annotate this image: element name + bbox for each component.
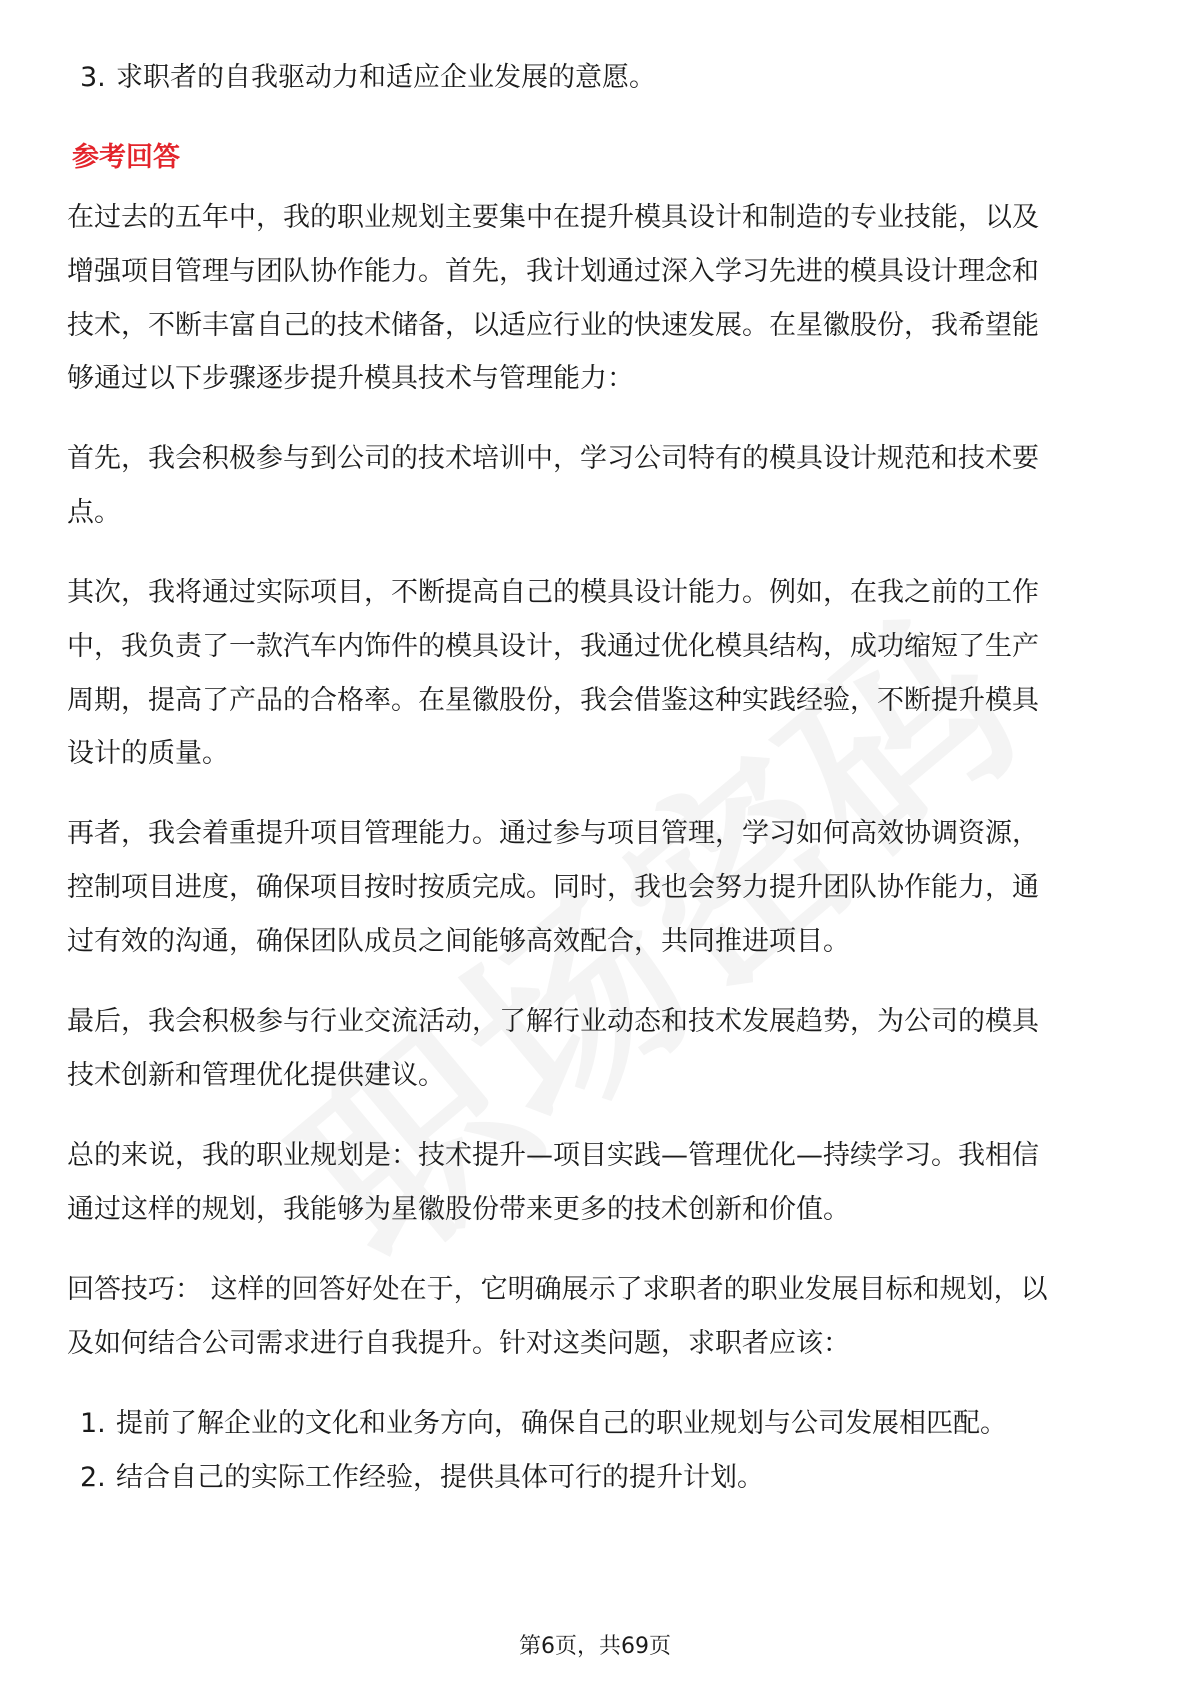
paragraph-line: 最后，我会积极参与行业交流活动，了解行业动态和技术发展趋势，为公司的模具: [67, 1006, 1039, 1037]
page-number-footer: 第6页，共69页: [519, 1634, 671, 1659]
paragraph-line: 首先，我会积极参与到公司的技术培训中，学习公司特有的模具设计规范和技术要: [67, 443, 1039, 474]
paragraph-line: 增强项目管理与团队协作能力。首先，我计划通过深入学习先进的模具设计理念和: [67, 256, 1039, 287]
list-number: 1.: [80, 1408, 106, 1439]
list-text: 结合自己的实际工作经验，提供具体可行的提升计划。: [116, 1462, 764, 1493]
paragraph-line: 中，我负责了一款汽车内饰件的模具设计，我通过优化模具结构，成功缩短了生产: [67, 631, 1039, 662]
paragraph-line: 及如何结合公司需求进行自我提升。针对这类问题，求职者应该：: [67, 1328, 850, 1359]
paragraph-line: 周期，提高了产品的合格率。在星徽股份，我会借鉴这种实践经验，不断提升模具: [67, 685, 1039, 716]
paragraph-line: 再者，我会着重提升项目管理能力。通过参与项目管理，学习如何高效协调资源，: [67, 818, 1039, 849]
list-number: 2.: [80, 1462, 106, 1493]
paragraph-line: 回答技巧： 这样的回答好处在于，它明确展示了求职者的职业发展目标和规划，以: [67, 1274, 1048, 1305]
paragraph-line: 技术，不断丰富自己的技术储备，以适应行业的快速发展。在星徽股份，我希望能: [67, 310, 1039, 341]
section-heading: 参考回答: [72, 142, 180, 173]
paragraph-line: 通过这样的规划，我能够为星徽股份带来更多的技术创新和价值。: [67, 1194, 850, 1225]
paragraph-line: 过有效的沟通，确保团队成员之间能够高效配合，共同推进项目。: [67, 926, 850, 957]
paragraph-line: 总的来说，我的职业规划是：技术提升—项目实践—管理优化—持续学习。我相信: [67, 1140, 1039, 1171]
paragraph-line: 其次，我将通过实际项目，不断提高自己的模具设计能力。例如，在我之前的工作: [67, 577, 1039, 608]
paragraph-line: 在过去的五年中，我的职业规划主要集中在提升模具设计和制造的专业技能，以及: [67, 202, 1039, 233]
list-number: 3.: [80, 62, 106, 93]
list-text: 提前了解企业的文化和业务方向，确保自己的职业规划与公司发展相匹配。: [116, 1408, 1007, 1439]
paragraph-line: 够通过以下步骤逐步提升模具技术与管理能力：: [67, 363, 634, 394]
paragraph-line: 点。: [67, 497, 121, 528]
paragraph-line: 控制项目进度，确保项目按时按质完成。同时，我也会努力提升团队协作能力，通: [67, 872, 1039, 903]
paragraph-line: 设计的质量。: [67, 738, 229, 769]
paragraph-line: 技术创新和管理优化提供建议。: [67, 1060, 445, 1091]
list-text: 求职者的自我驱动力和适应企业发展的意愿。: [116, 62, 656, 93]
